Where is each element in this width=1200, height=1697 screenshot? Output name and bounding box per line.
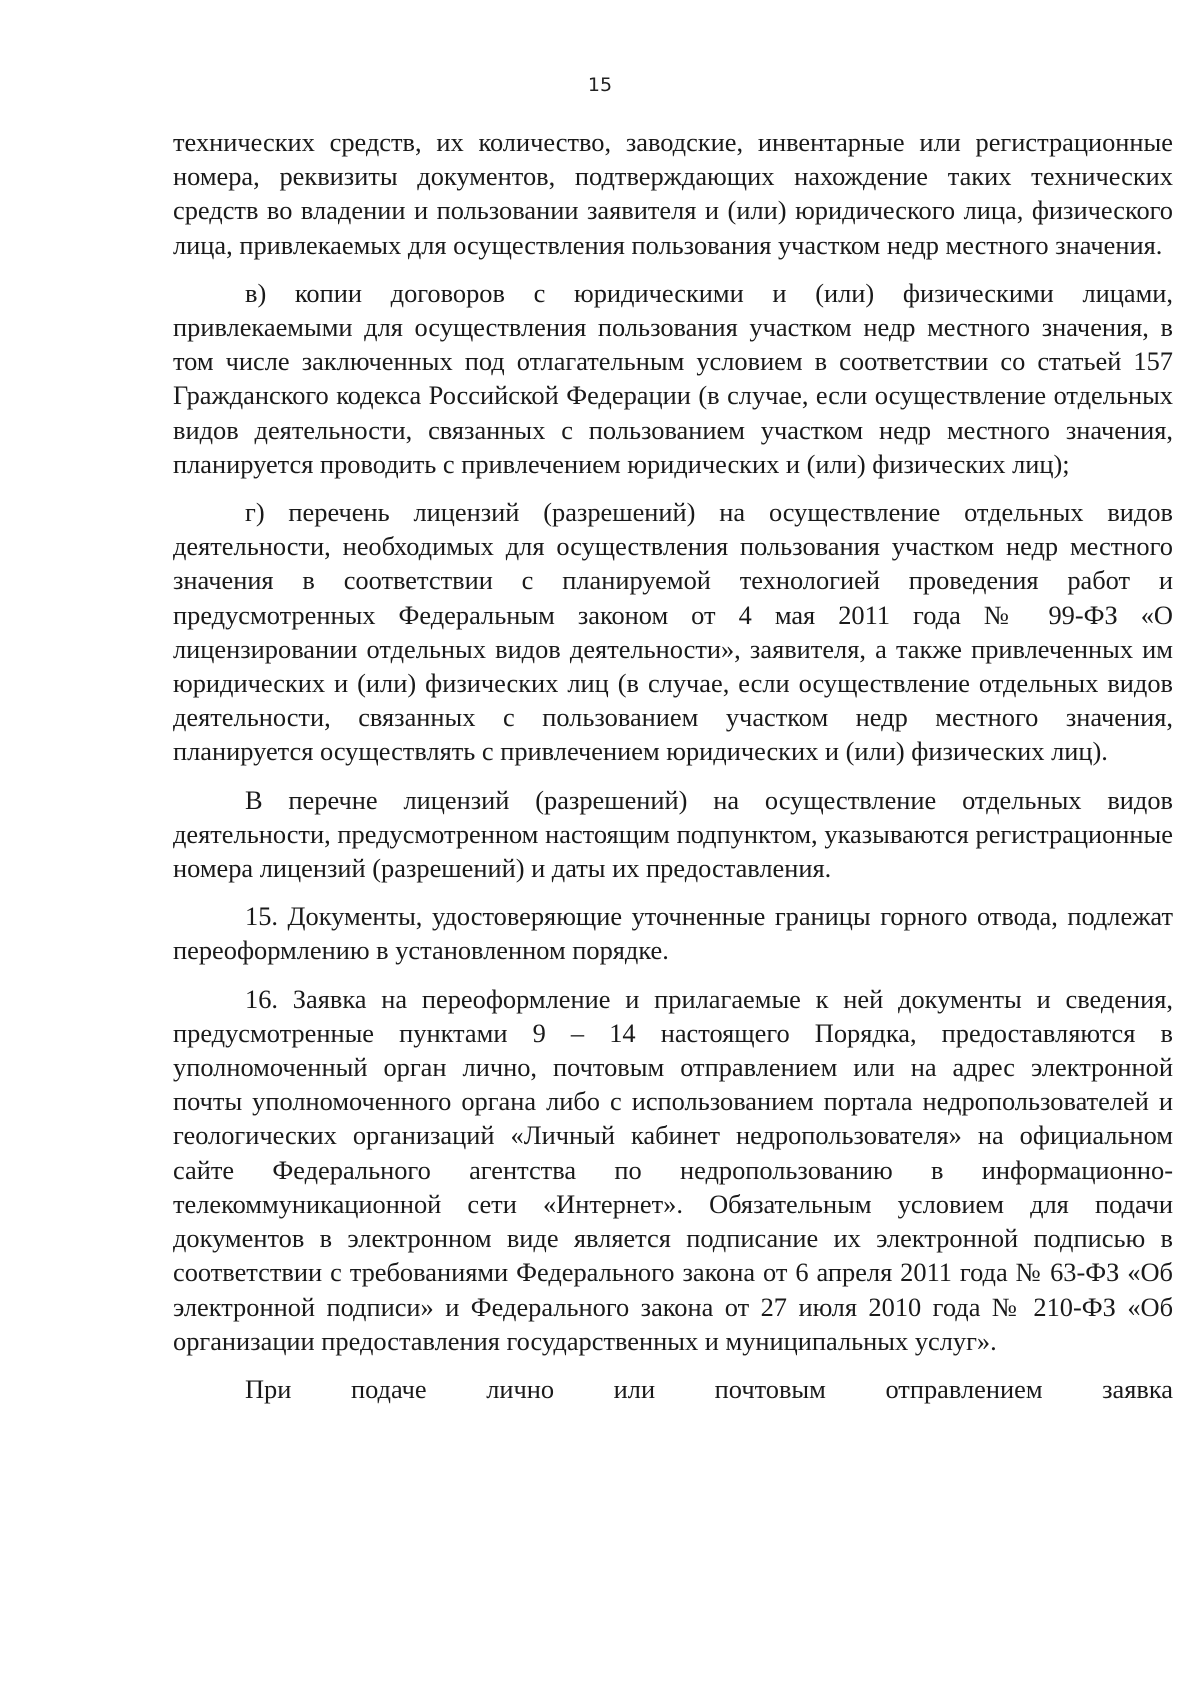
page-number: 15 bbox=[587, 74, 613, 96]
paragraph-technical-means: технических средств, их количество, заводские, инвентарные или регистрационные номера, реквизиты документов, подтверждающих нахождение таких технических средств во владении и пользовании заявителя и (или) юридического лица, физического лица, привлекаемых для осуществления пользования участком недр местного значения. bbox=[173, 127, 1173, 260]
paragraph-item-16: 16. Заявка на переоформление и прилагаемые к ней документы и сведения, предусмотренные пунктами 9 – 14 настоящего Порядка, предоставляются в уполномоченный орган лично, почтовым отправлением или на адрес электронной почты уполномоченного органа либо с использованием портала недропользователей и геологических организаций «Личный кабинет недропользователя» на официальном сайте Федерального агентства по недропользованию в информационно-телекоммуникационной сети «Интернет». Обязательным условием для подачи документов в электронном виде является подписание их электронной подписью в соответствии с требованиями Федерального закона от 6 апреля 2011 года № 63-ФЗ «Об электронной подписи» и Федерального закона от 27 июля 2010 года № 210-ФЗ «Об организации предоставления государственных и муниципальных услуг». bbox=[173, 983, 1173, 1356]
document-body bbox=[173, 125, 1173, 1420]
paragraph-license-list-details: В перечне лицензий (разрешений) на осуществление отдельных видов деятельности, предусмотренном настоящим подпунктом, указываются регистрационные номера лицензий (разрешений) и даты их предоставления. bbox=[173, 784, 1173, 884]
paragraph-item-g-licenses: г) перечень лицензий (разрешений) на осуществление отдельных видов деятельности, необходимых для осуществления пользования участком недр местного значения в соответствии с планируемой технологией проведения работ и предусмотренных Федеральным законом от 4 мая 2011 года № 99-ФЗ «О лицензировании отдельных видов деятельности», заявителя, а также привлеченных им юридических и (или) физических лиц (в случае, если осуществление отдельных видов деятельности, связанных с пользованием участком недр местного значения, планируется осуществлять с привлечением юридических и (или) физических лиц). bbox=[173, 497, 1173, 767]
paragraph-item-v-contracts: в) копии договоров с юридическими и (или) физическими лицами, привлекаемыми для осуществления пользования участком недр местного значения, в том числе заключенных под отлагательным условием в соответствии со статьей 157 Гражданского кодекса Российской Федерации (в случае, если осуществление отдельных видов деятельности, связанных с пользованием участком недр местного значения, планируется проводить с привлечением юридических и (или) физических лиц); bbox=[173, 277, 1173, 479]
paragraph-submission-start: При подаче лично или почтовым отправлением заявка bbox=[245, 1373, 1173, 1404]
paragraph-item-15: 15. Документы, удостоверяющие уточненные границы горного отвода, подлежат переоформлению в установленном порядке. bbox=[173, 901, 1173, 966]
